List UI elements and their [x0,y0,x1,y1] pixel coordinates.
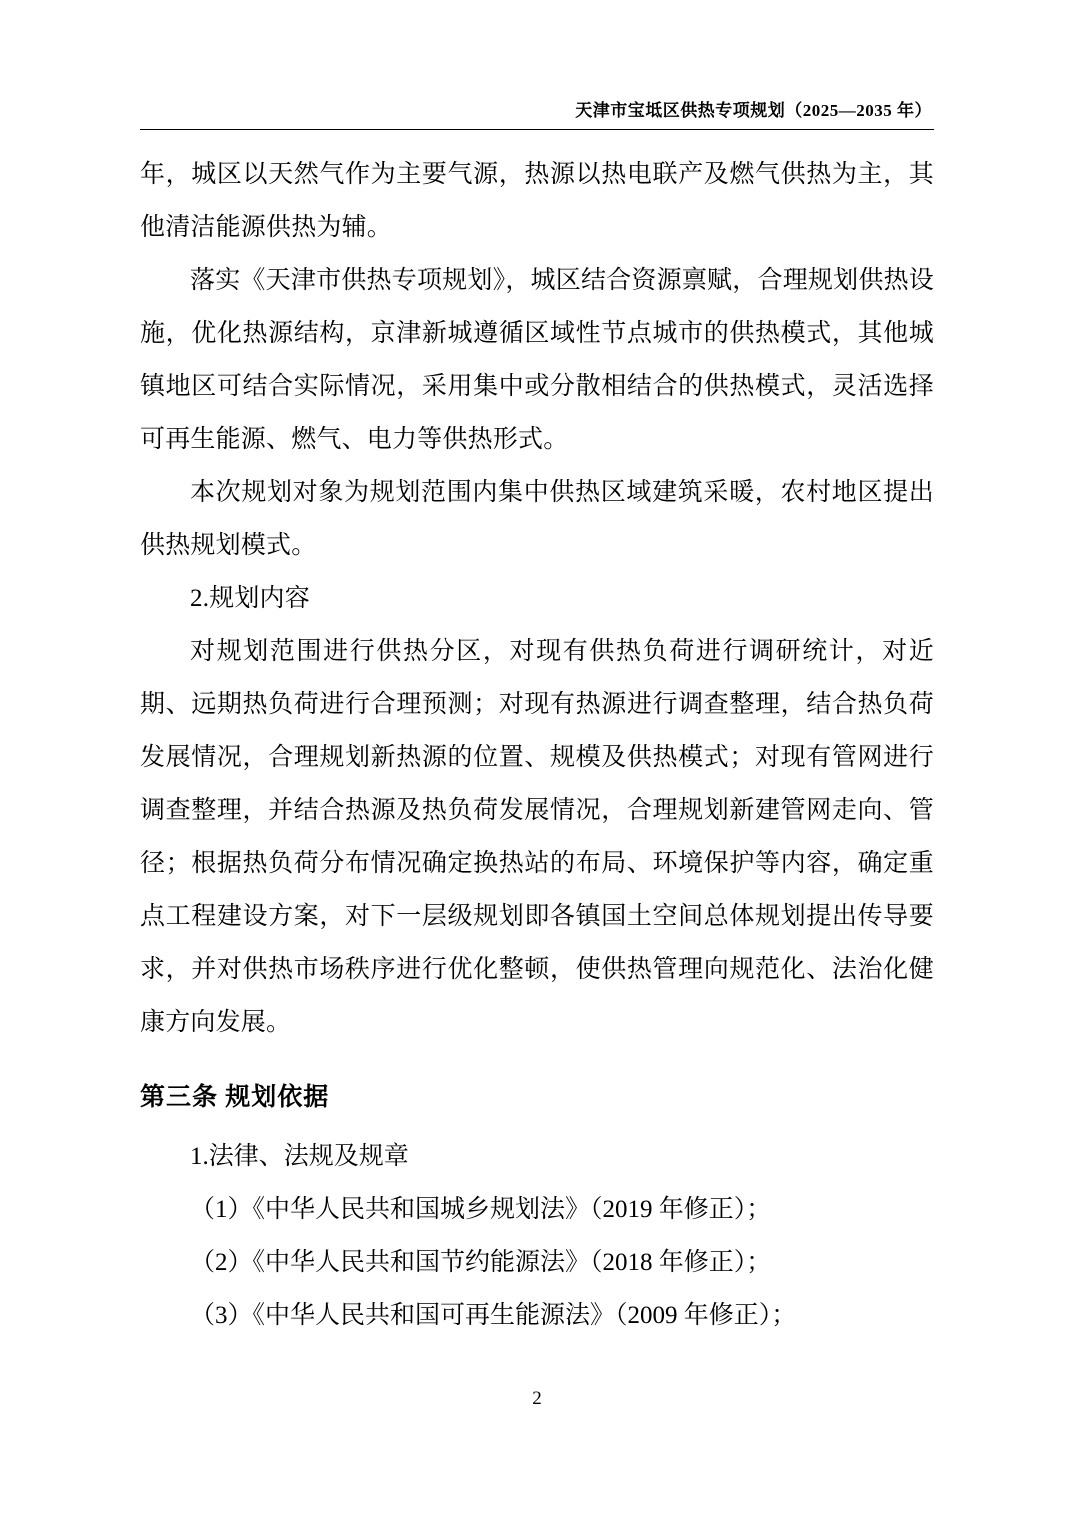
paragraph-continuation: 年，城区以天然气作为主要气源，热源以热电联产及燃气供热为主，其他清洁能源供热为辅。 [140,161,934,241]
section-heading: 第三条 规划依据 [140,1084,330,1111]
document-body [140,148,934,1049]
page-header: 天津市宝坻区供热专项规划（2025—2035 年） [575,101,932,120]
page-number: 2 [532,1388,542,1409]
subsection-label: 2.规划内容 [190,585,310,612]
list-item: （2）《中华人民共和国节约能源法》（2018 年修正）； [190,1249,772,1276]
header-divider [140,129,934,130]
paragraph: 本次规划对象为规划范围内集中供热区域建筑采暖，农村地区提出供热规划模式。 [140,479,934,559]
paragraph: 落实《天津市供热专项规划》，城区结合资源禀赋，合理规划供热设施，优化热源结构，京津新城遵循区域性节点城市的供热模式，其他城镇地区可结合实际情况，采用集中或分散相结合的供热模式，灵活选择可再生能源、燃气、电力等供热形式。 [140,267,934,453]
paragraph: 对规划范围进行供热分区，对现有供热负荷进行调研统计，对近期、远期热负荷进行合理预测；对现有热源进行调查整理，结合热负荷发展情况，合理规划新热源的位置、规模及供热模式；对现有管网进行调查整理，并结合热源及热负荷发展情况，合理规划新建管网走向、管径；根据热负荷分布情况确定换热站的布局、环境保护等内容，确定重点工程建设方案，对下一层级规划即各镇国土空间总体规划提出传导要求，并对供热市场秩序进行优化整顿，使供热管理向规范化、法治化健康方向发展。 [140,638,934,1036]
subsection-label: 1.法律、法规及规章 [190,1143,409,1170]
list-item: （1）《中华人民共和国城乡规划法》（2019 年修正）； [190,1196,772,1223]
list-item: （3）《中华人民共和国可再生能源法》（2009 年修正）； [190,1302,797,1329]
